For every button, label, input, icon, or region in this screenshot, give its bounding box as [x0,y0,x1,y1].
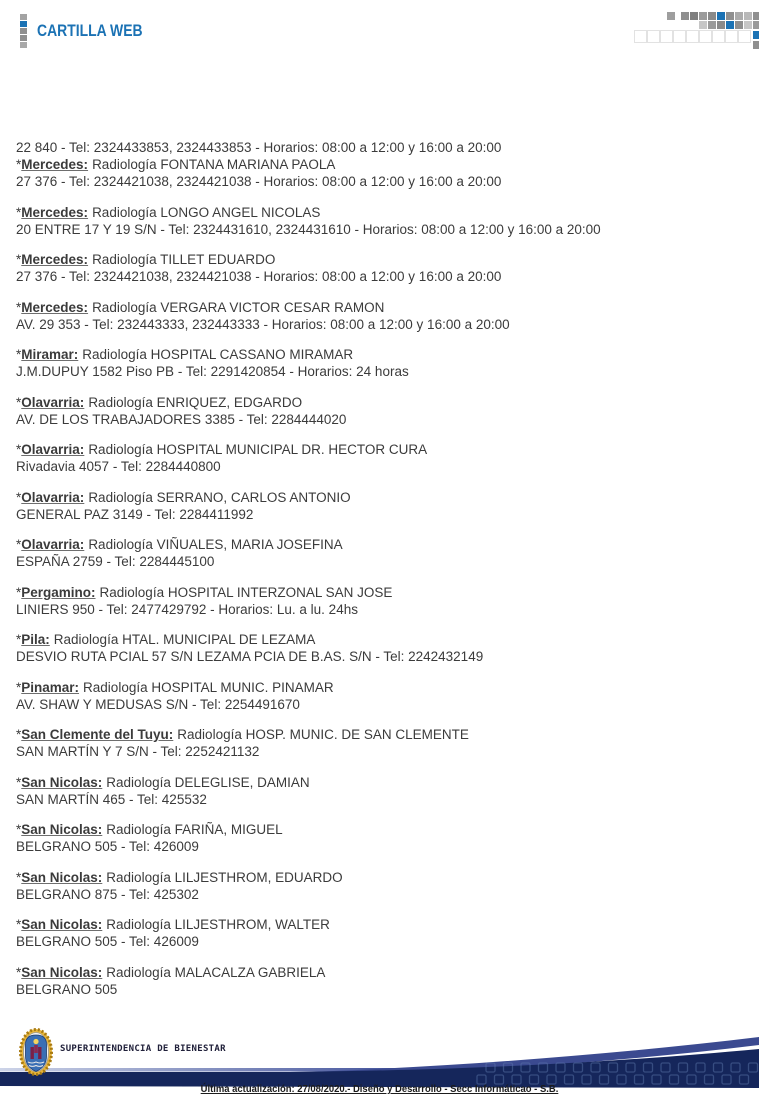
entry-details: AV. DE LOS TRABAJADORES 3385 - Tel: 2284444020 [16,411,347,427]
entry-prefix: * [16,964,22,980]
entry-prefix: * [16,727,22,742]
entry-details: DESVIO RUTA PCIAL 57 S/N LEZAMA PCIA DE B.AS. S/N - Tel: 2242432149 [16,649,484,664]
entry-details: LINIERS 950 - Tel: 2477429792 - Horarios: Lu. a lu. 24hs [16,601,358,617]
provider-entry [16,441,749,475]
entry-description: Radiología DELEGLISE, DAMIAN [106,774,310,790]
provider-entry [16,346,749,380]
entry-heading [16,774,749,791]
provider-entry [16,916,749,950]
entry-city: Mercedes: [21,252,89,267]
provider-entry [16,536,749,570]
entry-description: Radiología HOSPITAL MUNICIPAL DR. HECTOR CURA [88,442,428,457]
entry-heading [16,346,749,363]
continuation-line: 22 840 - Tel: 2324433853, 2324433853 - Horarios: 08:00 a 12:00 y 16:00 a 20:00 [16,140,502,155]
entry-details: 20 ENTRE 17 Y 19 S/N - Tel: 2324431610, 2324431610 - Horarios: 08:00 a 12:00 y 16:00 a 20:00 [16,221,601,237]
entry-heading [16,489,749,506]
entry-city: Mercedes: [21,157,89,172]
entry-details: BELGRANO 505 [16,981,118,997]
entry-heading [16,156,749,173]
provider-entry [16,679,749,713]
entry-description: Radiología VIÑUALES, MARIA JOSEFINA [88,537,343,552]
entry-details: Rivadavia 4057 - Tel: 2284440800 [16,459,221,474]
entry-description: Radiología VERGARA VICTOR CESAR RAMON [92,299,385,315]
entry-description: Radiología HOSPITAL INTERZONAL SAN JOSE [99,584,393,600]
entry-city: San Nicolas: [21,964,103,980]
entry-prefix: * [16,537,22,552]
entry-heading [16,869,749,886]
entry-heading [16,679,749,696]
provider-entry [16,821,749,855]
entry-heading [16,631,749,648]
entry-prefix: * [16,774,22,790]
provider-entry [16,299,749,333]
entry-city: Olavarria: [21,537,85,552]
entry-details: 27 376 - Tel: 2324421038, 2324421038 - Horarios: 08:00 a 12:00 y 16:00 a 20:00 [16,269,502,284]
provider-entry [16,774,749,808]
entry-details: ESPAÑA 2759 - Tel: 2284445100 [16,554,215,569]
entry-city: Olavarria: [21,394,85,410]
entry-description: Radiología FARIÑA, MIGUEL [106,822,283,837]
provider-entry [16,156,749,190]
entry-city: Olavarria: [21,442,85,457]
entry-city: Miramar: [21,347,79,362]
entry-details: AV. 29 353 - Tel: 232443333, 232443333 - Horarios: 08:00 a 12:00 y 16:00 a 20:00 [16,316,510,332]
entry-city: Olavarria: [21,489,85,505]
entry-details: J.M.DUPUY 1582 Piso PB - Tel: 2291420854 - Horarios: 24 horas [16,364,409,379]
entry-heading [16,299,749,316]
provider-entry [16,869,749,903]
entry-details: SAN MARTÍN 465 - Tel: 425532 [16,791,207,807]
entry-heading [16,726,749,743]
entry-details: BELGRANO 875 - Tel: 425302 [16,886,199,902]
entry-prefix: * [16,252,22,267]
entry-description: Radiología LILJESTHROM, EDUARDO [106,869,343,885]
entry-heading [16,204,749,221]
entry-city: Pinamar: [21,679,80,695]
entry-description: Radiología HOSP. MUNIC. DE SAN CLEMENTE [177,727,469,742]
entry-heading [16,916,749,933]
provider-entry [16,726,749,760]
last-update-line: Última actualización: 27/08/2020.- Diseño y Desarrollo - Secc Informáticao - S.B. [200,1083,559,1095]
entry-description: Radiología HOSPITAL CASSANO MIRAMAR [82,347,354,362]
entry-prefix: * [16,489,22,505]
entry-prefix: * [16,869,22,885]
entry-details: AV. SHAW Y MEDUSAS S/N - Tel: 2254491670 [16,696,300,712]
entry-city: San Nicolas: [21,774,103,790]
provider-entry [16,394,749,428]
entry-details: 27 376 - Tel: 2324421038, 2324421038 - Horarios: 08:00 a 12:00 y 16:00 a 20:00 [16,174,502,189]
entries-container [16,156,749,998]
entry-description: Radiología HOSPITAL MUNIC. PINAMAR [83,679,334,695]
provider-list [16,139,749,1011]
organization-name: SUPERINTENDENCIA DE BIENESTAR [60,1044,226,1054]
provider-entry [16,251,749,285]
entry-description: Radiología ENRIQUEZ, EDGARDO [88,394,303,410]
entry-details: SAN MARTÍN Y 7 S/N - Tel: 2252421132 [16,744,260,759]
entry-details: GENERAL PAZ 3149 - Tel: 2284411992 [16,506,254,522]
provider-entry [16,584,749,618]
entry-description: Radiología SERRANO, CARLOS ANTONIO [88,489,351,505]
entry-prefix: * [16,394,22,410]
entry-prefix: * [16,299,22,315]
entry-heading [16,251,749,268]
entry-prefix: * [16,157,22,172]
entry-city: Mercedes: [21,204,89,220]
header [0,0,759,60]
entry-prefix: * [16,632,22,647]
entry-description: Radiología HTAL. MUNICIPAL DE LEZAMA [53,632,316,647]
entry-city: San Nicolas: [21,869,103,885]
entry-details: BELGRANO 505 - Tel: 426009 [16,934,199,949]
entry-heading [16,536,749,553]
entry-description: Radiología LILJESTHROM, WALTER [106,917,330,932]
entry-description: Radiología FONTANA MARIANA PAOLA [92,157,336,172]
entry-city: San Nicolas: [21,822,103,837]
provider-entry [16,489,749,523]
entry-heading [16,394,749,411]
entry-heading [16,821,749,838]
entry-description: Radiología TILLET EDUARDO [92,252,276,267]
entry-description: Radiología LONGO ANGEL NICOLAS [92,204,321,220]
entry-prefix: * [16,822,22,837]
entry-city: San Clemente del Tuyu: [21,727,174,742]
provider-entry [16,204,749,238]
entry-description: Radiología MALACALZA GABRIELA [106,964,326,980]
entry-prefix: * [16,347,22,362]
entry-city: Mercedes: [21,299,89,315]
entry-heading [16,441,749,458]
entry-prefix: * [16,442,22,457]
entry-city: Pila: [21,632,50,647]
provider-entry [16,631,749,665]
entry-city: San Nicolas: [21,917,103,932]
entry-prefix: * [16,584,22,600]
provider-entry [16,964,749,998]
entry-city: Pergamino: [21,584,96,600]
entry-heading [16,964,749,981]
bienestar-logo-icon [16,1027,56,1077]
entry-heading [16,584,749,601]
entry-prefix: * [16,679,22,695]
entry-details: BELGRANO 505 - Tel: 426009 [16,839,199,854]
entry-prefix: * [16,204,22,220]
entry-prefix: * [16,917,22,932]
page-title: CARTILLA WEB [37,21,143,40]
